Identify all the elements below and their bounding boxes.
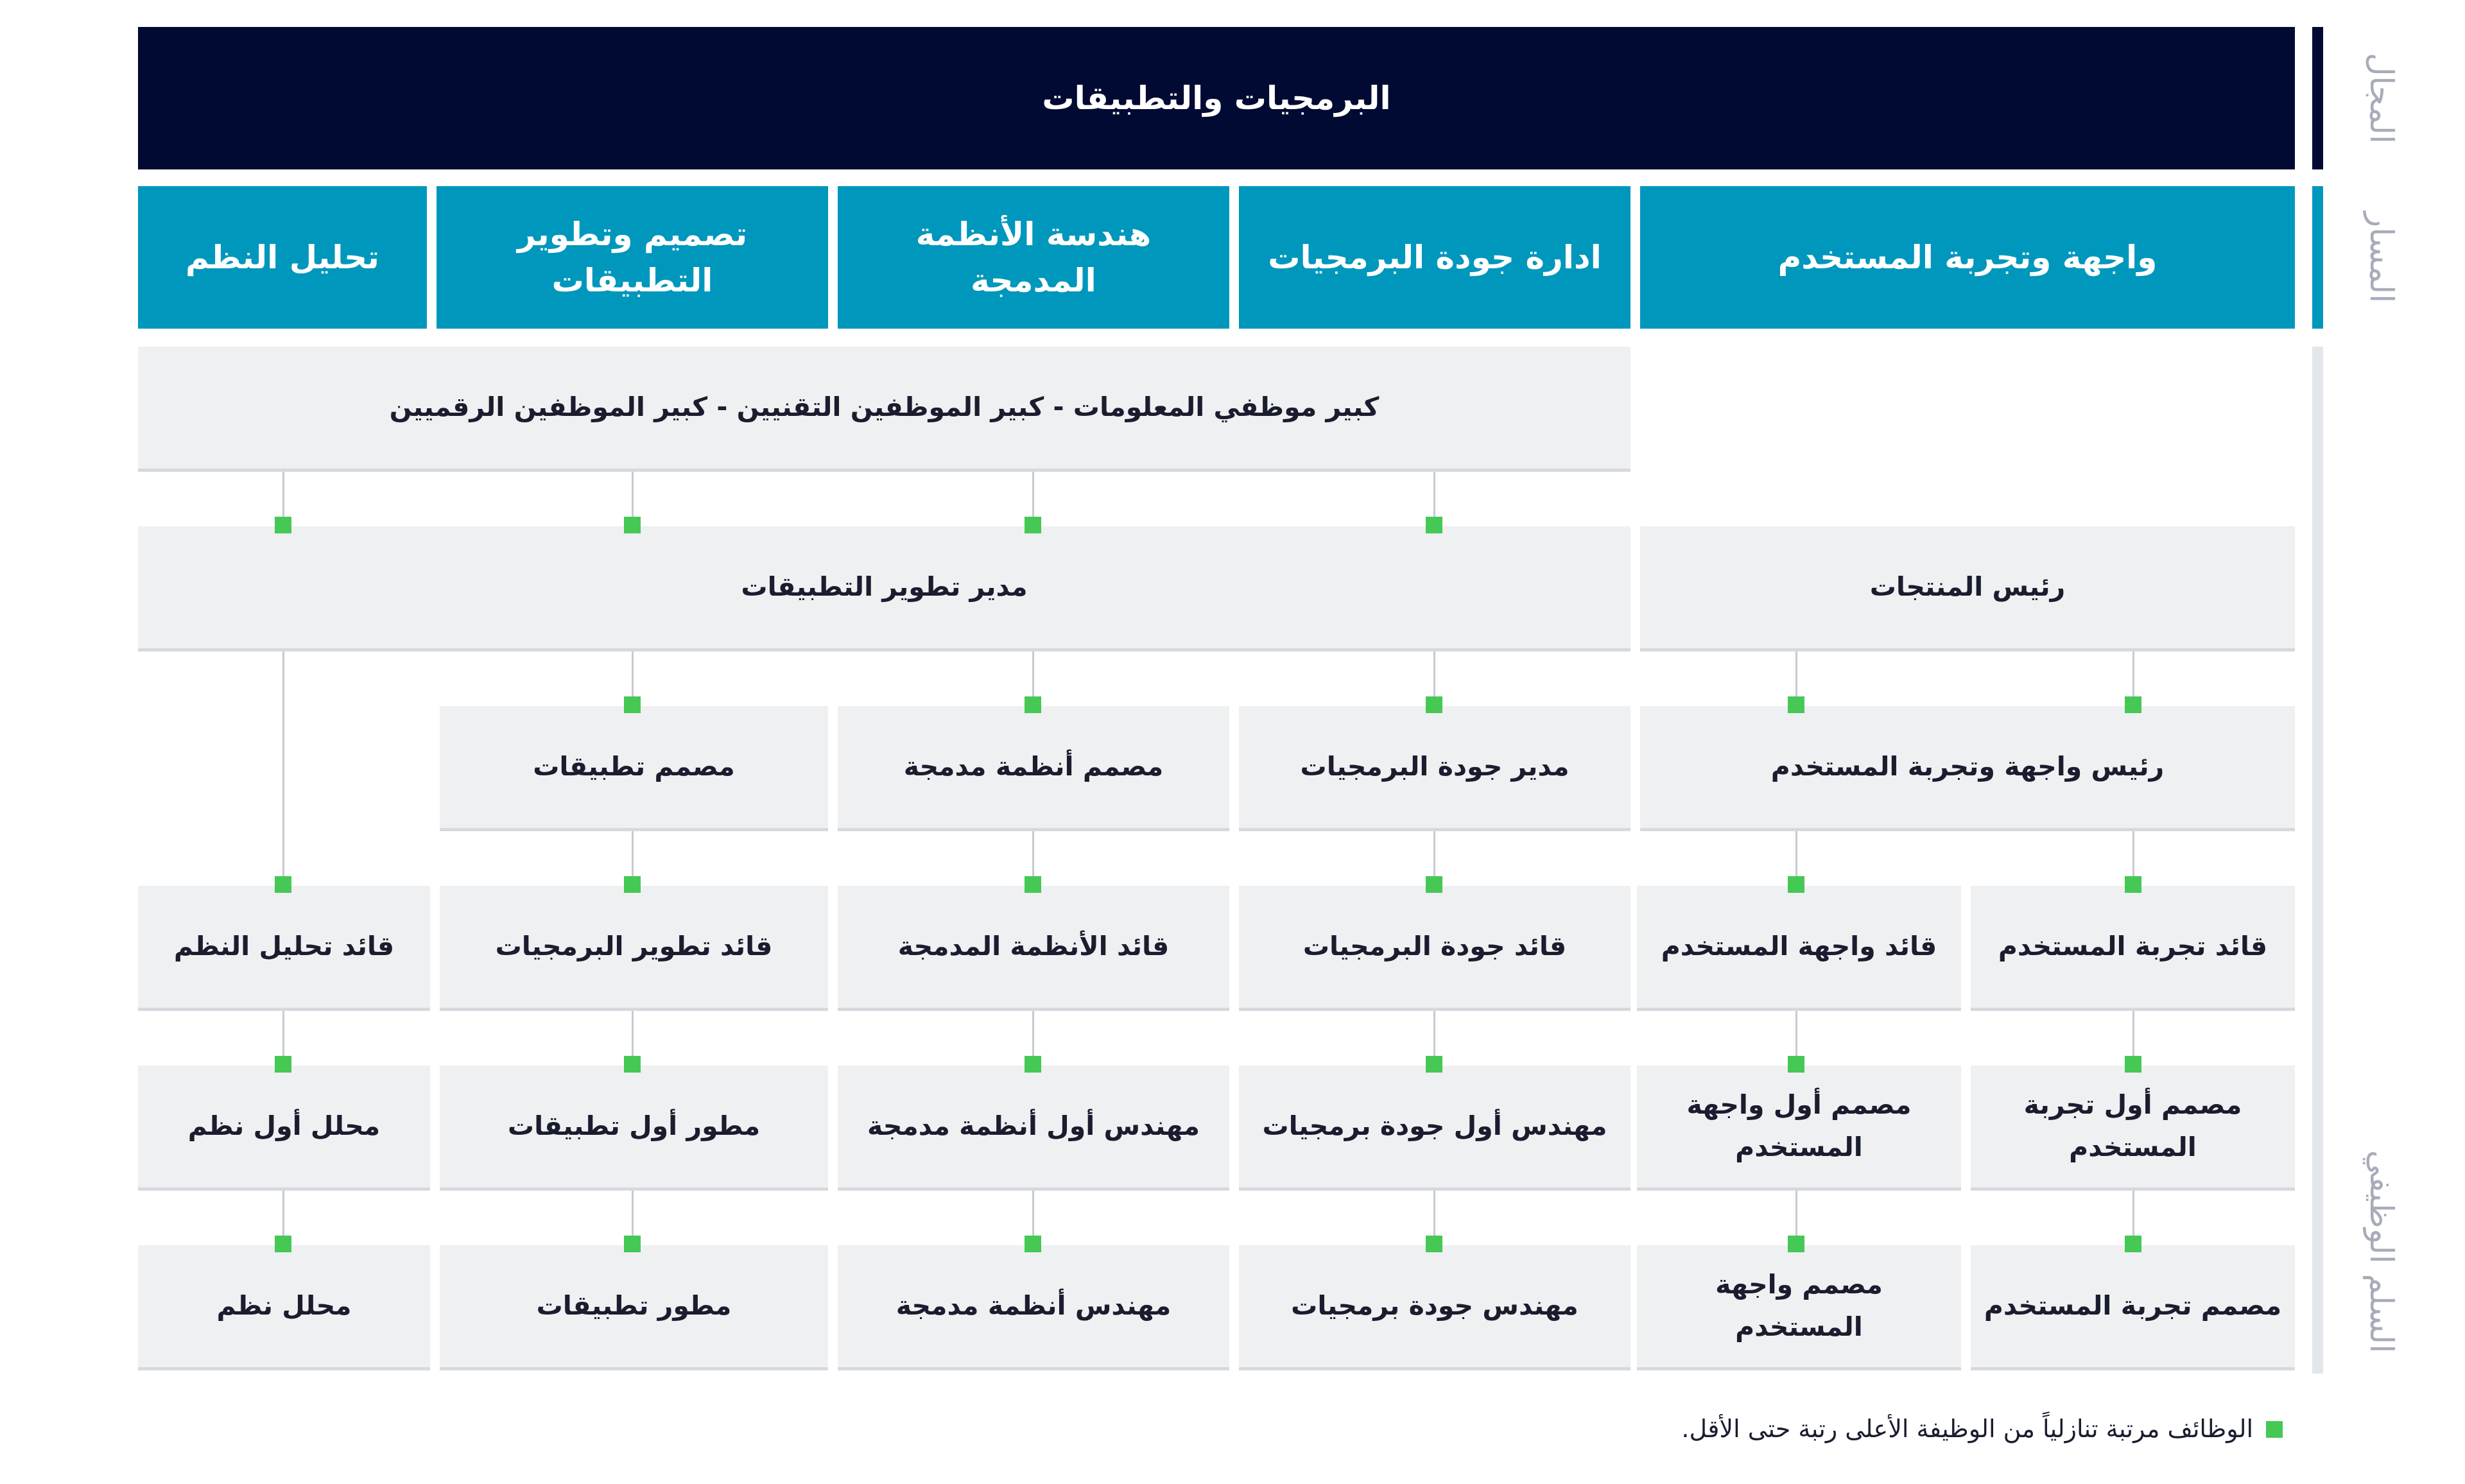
job-qa-lead: قائد جودة البرمجيات <box>1239 886 1630 1011</box>
connector-node <box>1426 1236 1442 1252</box>
job-senior-systems-analyst: محلل أول نظم <box>138 1066 430 1191</box>
job-senior-qa-engineer: مهندس أول جودة برمجيات <box>1239 1066 1630 1191</box>
job-senior-ux-designer: مصمم أول تجربة المستخدم <box>1971 1066 2295 1191</box>
connector-node <box>275 1236 291 1252</box>
connector-node <box>624 517 641 533</box>
job-ux-lead: قائد تجربة المستخدم <box>1971 886 2295 1011</box>
job-app-architect: مصمم تطبيقات <box>440 706 828 831</box>
job-head-of-products: رئيس المنتجات <box>1640 526 2295 651</box>
connector-node <box>1788 696 1804 713</box>
ladder-side-label: السلم الوظيفي <box>2363 1150 2401 1354</box>
connector-node <box>1426 1056 1442 1073</box>
job-senior-ui-designer: مصمم أول واجهة المستخدم <box>1637 1066 1961 1191</box>
domain-side-label: المجال <box>2363 53 2400 144</box>
legend-marker <box>2266 1421 2283 1438</box>
connector-node <box>1788 1236 1804 1252</box>
job-ux-designer: مصمم تجربة المستخدم <box>1971 1245 2295 1370</box>
connector-node <box>1025 1056 1041 1073</box>
connector-node <box>275 876 291 893</box>
connector-node <box>1025 876 1041 893</box>
connector-node <box>2125 876 2141 893</box>
domain-header: البرمجيات والتطبيقات <box>138 27 2295 169</box>
connector-node <box>1025 696 1041 713</box>
connector-node <box>1426 876 1442 893</box>
job-analysis-lead: قائد تحليل النظم <box>138 886 430 1011</box>
domain-side-bar <box>2312 27 2323 169</box>
connector-node <box>1025 517 1041 533</box>
job-app-developer: مطور تطبيقات <box>440 1245 828 1370</box>
job-senior-app-developer: مطور أول تطبيقات <box>440 1066 828 1191</box>
connector-node <box>1426 696 1442 713</box>
connector-node <box>2125 1056 2141 1073</box>
connector-node <box>624 1236 641 1252</box>
job-embedded-engineer: مهندس أنظمة مدمجة <box>838 1245 1229 1370</box>
job-app-dev-manager: مدير تطوير التطبيقات <box>138 526 1630 651</box>
connector-line <box>282 651 284 895</box>
connector-node <box>275 517 291 533</box>
job-qa-engineer: مهندس جودة برمجيات <box>1239 1245 1630 1370</box>
job-ui-designer: مصمم واجهة المستخدم <box>1637 1245 1961 1370</box>
job-ux-ui-head: رئيس واجهة وتجربة المستخدم <box>1640 706 2295 831</box>
track-software-quality: ادارة جودة البرمجيات <box>1239 186 1630 329</box>
ladder-side-bar <box>2312 347 2323 1374</box>
connector-node <box>275 1056 291 1073</box>
connector-node <box>1025 1236 1041 1252</box>
track-app-design-dev: تصميم وتطوير التطبيقات <box>437 186 828 329</box>
job-embedded-lead: قائد الأنظمة المدمجة <box>838 886 1229 1011</box>
connector-node <box>1788 1056 1804 1073</box>
track-systems-analysis: تحليل النظم <box>138 186 427 329</box>
connector-node <box>624 696 641 713</box>
legend-text: الوظائف مرتبة تنازلياً من الوظيفة الأعلى رتبة حتى الأقل. <box>1681 1415 2253 1443</box>
job-embedded-architect: مصمم أنظمة مدمجة <box>838 706 1229 831</box>
job-chief-officers: كبير موظفي المعلومات - كبير الموظفين التقنيين - كبير الموظفين الرقميين <box>138 347 1630 472</box>
track-side-label: المسار <box>2363 211 2400 304</box>
job-dev-lead: قائد تطوير البرمجيات <box>440 886 828 1011</box>
connector-node <box>2125 696 2141 713</box>
track-ux-ui: واجهة وتجربة المستخدم <box>1640 186 2295 329</box>
connector-node <box>624 1056 641 1073</box>
job-ui-lead: قائد واجهة المستخدم <box>1637 886 1961 1011</box>
connector-node <box>2125 1236 2141 1252</box>
connector-node <box>1426 517 1442 533</box>
connector-node <box>1788 876 1804 893</box>
track-side-bar <box>2312 186 2323 329</box>
track-embedded-systems: هندسة الأنظمة المدمجة <box>838 186 1229 329</box>
job-systems-analyst: محلل نظم <box>138 1245 430 1370</box>
job-qa-manager: مدير جودة البرمجيات <box>1239 706 1630 831</box>
connector-node <box>624 876 641 893</box>
job-senior-embedded-engineer: مهندس أول أنظمة مدمجة <box>838 1066 1229 1191</box>
